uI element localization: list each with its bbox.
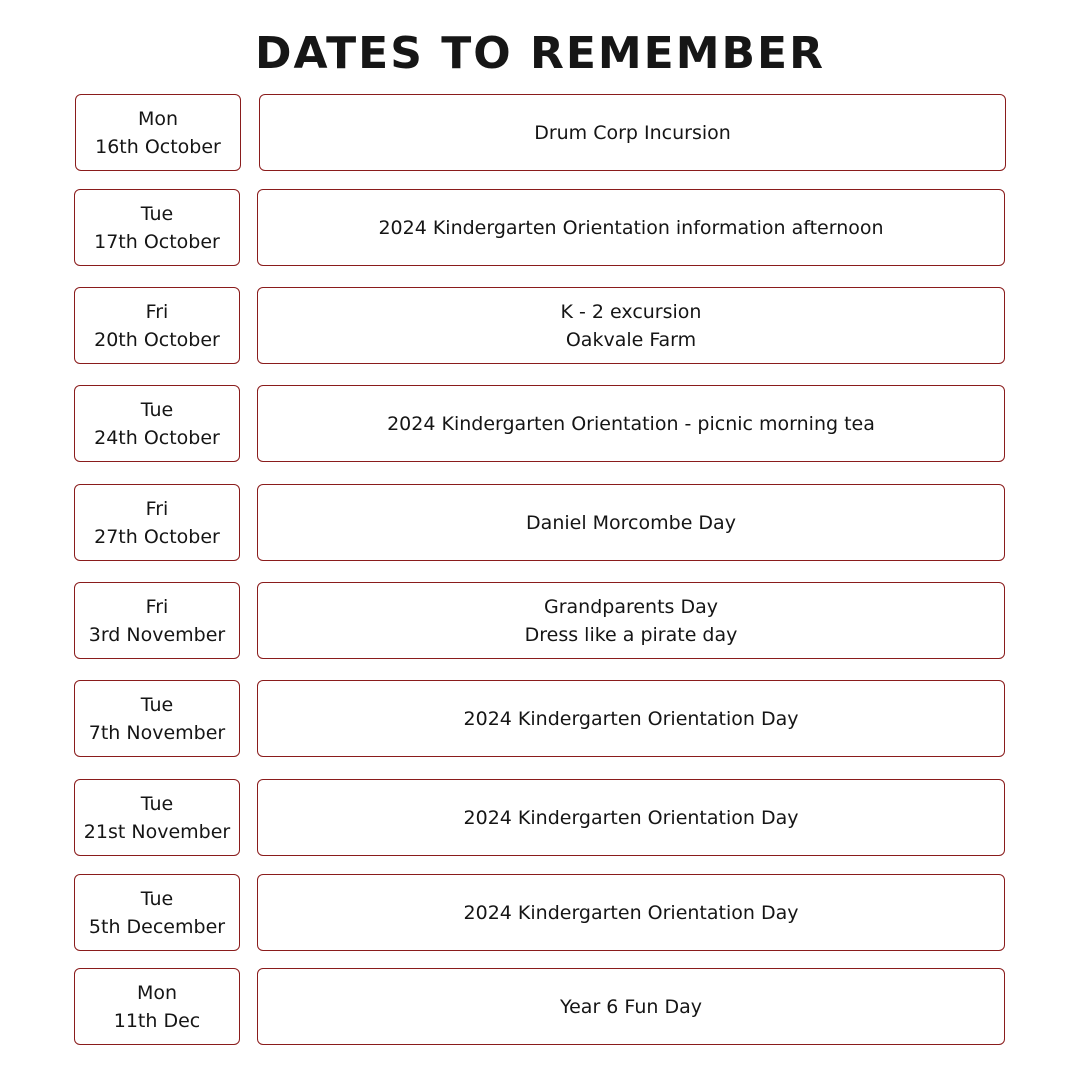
date-box <box>74 287 240 364</box>
event-row <box>0 189 1080 268</box>
event-box <box>257 385 1005 462</box>
event-box <box>259 94 1006 171</box>
event-date: 11th Dec <box>113 1009 201 1032</box>
event-date: 27th October <box>94 525 220 548</box>
event-box <box>257 287 1005 364</box>
date-box <box>74 582 240 659</box>
event-description: Daniel Morcombe Day <box>526 511 736 534</box>
event-row <box>0 94 1080 173</box>
event-row <box>0 582 1080 661</box>
event-date: 17th October <box>94 230 220 253</box>
event-description: 2024 Kindergarten Orientation Day <box>463 806 799 829</box>
event-description: Year 6 Fun Day <box>560 995 702 1018</box>
event-row <box>0 385 1080 464</box>
event-description: 2024 Kindergarten Orientation information afternoon <box>378 216 884 239</box>
event-date: 21st November <box>83 820 231 843</box>
event-day: Tue <box>140 792 174 815</box>
event-date: 20th October <box>94 328 220 351</box>
event-row <box>0 680 1080 759</box>
event-date: 16th October <box>95 135 221 158</box>
event-description: Grandparents Day <box>543 595 718 618</box>
event-day: Tue <box>140 693 174 716</box>
event-description: Oakvale Farm <box>565 328 697 351</box>
event-description: Drum Corp Incursion <box>534 121 731 144</box>
date-box <box>74 189 240 266</box>
event-box <box>257 779 1005 856</box>
event-day: Tue <box>140 202 174 225</box>
event-day: Mon <box>137 107 179 130</box>
page-title: DATES TO REMEMBER <box>254 28 825 79</box>
event-description: 2024 Kindergarten Orientation Day <box>463 901 799 924</box>
event-box <box>257 484 1005 561</box>
event-description: 2024 Kindergarten Orientation Day <box>463 707 799 730</box>
date-box <box>75 94 241 171</box>
event-box <box>257 582 1005 659</box>
event-row <box>0 779 1080 858</box>
date-box <box>74 680 240 757</box>
event-day: Fri <box>145 595 169 618</box>
event-box <box>257 874 1005 951</box>
event-day: Tue <box>140 398 174 421</box>
date-box <box>74 968 240 1045</box>
event-date: 7th November <box>88 721 226 744</box>
event-row <box>0 484 1080 563</box>
event-row <box>0 874 1080 953</box>
event-day: Fri <box>145 300 169 323</box>
event-row <box>0 287 1080 366</box>
event-box <box>257 968 1005 1045</box>
date-box <box>74 385 240 462</box>
event-day: Tue <box>140 887 174 910</box>
date-box <box>74 779 240 856</box>
event-day: Fri <box>145 497 169 520</box>
event-row <box>0 968 1080 1047</box>
event-description: Dress like a pirate day <box>524 623 738 646</box>
event-date: 5th December <box>88 915 226 938</box>
event-day: Mon <box>136 981 178 1004</box>
event-date: 24th October <box>94 426 220 449</box>
event-description: K - 2 excursion <box>560 300 702 323</box>
date-box <box>74 484 240 561</box>
event-date: 3rd November <box>88 623 226 646</box>
event-box <box>257 189 1005 266</box>
event-description: 2024 Kindergarten Orientation - picnic morning tea <box>387 412 875 435</box>
event-box <box>257 680 1005 757</box>
date-box <box>74 874 240 951</box>
